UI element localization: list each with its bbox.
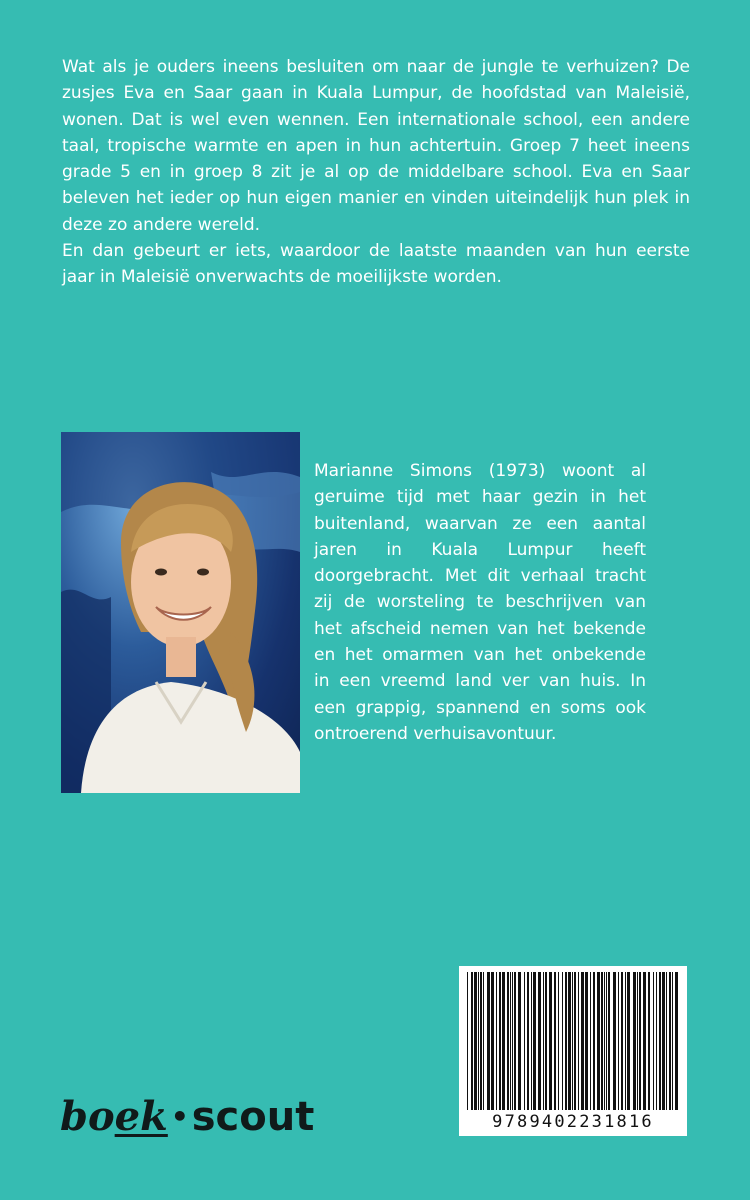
barcode-bar — [639, 972, 641, 1110]
barcode-bar — [618, 972, 619, 1110]
barcode-bar — [662, 972, 665, 1110]
barcode-bar — [487, 972, 490, 1110]
barcode-bar — [527, 972, 529, 1110]
barcode-bar — [510, 972, 511, 1110]
barcode-bar — [672, 972, 673, 1110]
barcode-bar — [480, 972, 482, 1110]
barcode-bar — [562, 972, 563, 1110]
barcode-bar — [549, 972, 552, 1110]
barcode-bar — [514, 972, 516, 1110]
barcode-bar — [648, 972, 650, 1110]
barcode-bar — [467, 972, 468, 1110]
barcode-bar — [597, 972, 600, 1110]
barcode-bar — [474, 972, 477, 1110]
barcode-bar — [659, 972, 661, 1110]
barcode-bar — [574, 972, 576, 1110]
barcode-bar — [496, 972, 497, 1110]
barcode-bar — [590, 972, 591, 1110]
barcode-bar — [627, 972, 630, 1110]
barcode-bar — [533, 972, 536, 1110]
barcode-bar — [613, 972, 616, 1110]
barcode-bars — [467, 972, 679, 1110]
barcode-bar — [565, 972, 567, 1110]
publisher-logo — [60, 1092, 314, 1142]
blurb-paragraph-2: En dan gebeurt er iets, waardoor de laatste maanden van hun eerste jaar in Maleisië onverwachts de moeilijkste worden. — [62, 241, 690, 288]
barcode-bar — [578, 972, 579, 1110]
barcode-bar — [656, 972, 657, 1110]
barcode-bar — [643, 972, 646, 1110]
barcode-bar — [531, 972, 532, 1110]
barcode-bar — [653, 972, 654, 1110]
barcode-bar — [581, 972, 584, 1110]
barcode-bar — [478, 972, 479, 1110]
barcode-bar — [483, 972, 484, 1110]
barcode-bar — [572, 972, 573, 1110]
logo-text-ek: ek — [114, 1093, 168, 1140]
barcode-bar — [675, 972, 678, 1110]
barcode-bar — [593, 972, 595, 1110]
barcode-bar — [625, 972, 626, 1110]
barcode-bar — [606, 972, 607, 1110]
barcode-bar — [491, 972, 494, 1110]
barcode-bar — [538, 972, 541, 1110]
barcode-bar — [604, 972, 605, 1110]
barcode-bar — [568, 972, 571, 1110]
barcode-bar — [507, 972, 509, 1110]
logo-text-bo: bo — [60, 1093, 115, 1140]
barcode-bar — [518, 972, 521, 1110]
barcode-bar — [585, 972, 588, 1110]
barcode-bar — [666, 972, 667, 1110]
author-photo — [61, 432, 300, 793]
isbn-digits: 9789402231816 — [492, 1112, 654, 1132]
barcode-bar — [543, 972, 544, 1110]
logo-dot: • — [170, 1100, 189, 1133]
logo-text-scout: scout — [191, 1094, 315, 1140]
barcode-bar — [633, 972, 636, 1110]
isbn-barcode — [459, 966, 687, 1136]
blurb-paragraph-1: Wat als je ouders ineens besluiten om naar de jungle te verhuizen? De zusjes Eva en Saar gaan in Kuala Lumpur, de hoofdstad van Maleisië, wonen. Dat is wel even wennen. Een internationale school, een andere taal, tropische warmte en apen in hun achtertuin. Groep 7 heet ineens grade 5 en in groep 8 zit je al op de middelbare school. Eva en Saar beleven het ieder op hun eigen manier en vinden uiteindelijk hun plek in deze zo andere wereld. — [62, 57, 690, 235]
barcode-bar — [502, 972, 505, 1110]
barcode-bar — [524, 972, 525, 1110]
barcode-bar — [601, 972, 603, 1110]
author-bio: Marianne Simons (1973) woont al geruime tijd met haar gezin in het buitenland, waarvan ze een aantal jaren in Kuala Lumpur heeft doorgebracht. Met dit verhaal tracht zij de worsteling te beschrijven van het afscheid nemen van het bekende en het omarmen van het onbekende in een vreemd land ver van huis. In een grappig, spannend en soms ook ontroerend verhuisavontuur. — [314, 461, 646, 744]
barcode-bar — [554, 972, 556, 1110]
barcode-bar — [545, 972, 547, 1110]
back-cover-blurb — [62, 54, 690, 291]
barcode-bar — [558, 972, 559, 1110]
barcode-bar — [471, 972, 473, 1110]
author-portrait-illustration — [61, 432, 300, 793]
barcode-bar — [608, 972, 610, 1110]
barcode-bar — [499, 972, 501, 1110]
barcode-bar — [621, 972, 623, 1110]
barcode-bar — [669, 972, 671, 1110]
barcode-bar — [512, 972, 513, 1110]
barcode-bar — [637, 972, 638, 1110]
